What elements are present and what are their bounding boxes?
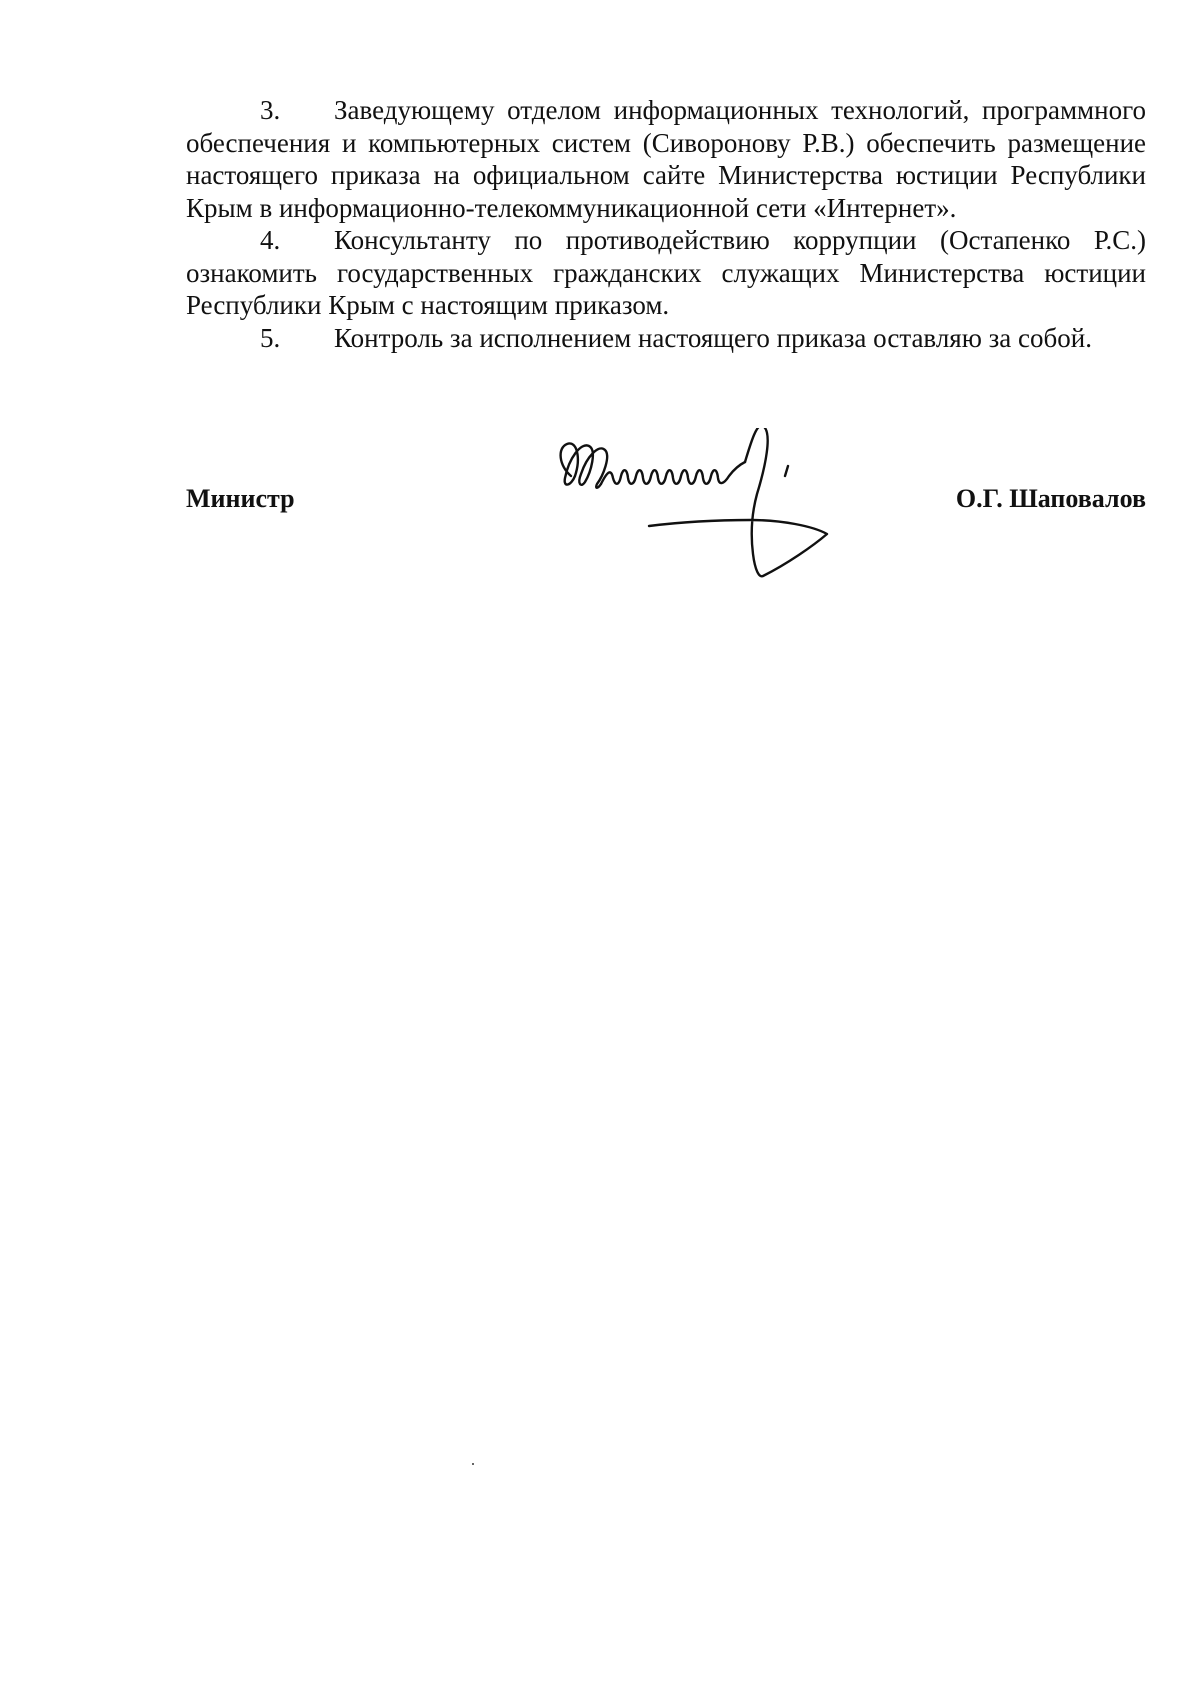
signature-block: [186, 428, 1146, 608]
paragraph-number: 5.: [260, 322, 281, 353]
paragraph-text: Контроль за исполнением настоящего приказа оставляю за собой.: [334, 322, 1092, 353]
scan-artifact-dot: [472, 1463, 474, 1465]
signer-role: Министр: [186, 484, 295, 513]
signer-name: О.Г. Шаповалов: [955, 484, 1146, 513]
paragraph-4: [186, 224, 1146, 322]
paragraph-number: 3.: [260, 95, 281, 125]
handwritten-signature-icon: [551, 428, 851, 608]
paragraph-text: Консультанту по противодействию коррупции (Остапенко Р.С.) ознакомить государственных гражданских служащих Министерства юстиции Республики Крым с настоящим приказом.: [186, 225, 1146, 320]
paragraph-text: Заведующему отделом информационных технологий, программного обеспечения и компьютерных систем (Сиворонову Р.В.) обеспечить размещение настоящего приказа на официальном сайте Министерства юстиции Республики Крым в информационно-телекоммуникационной сети «Интернет».: [186, 95, 1146, 223]
paragraph-number: 4.: [260, 225, 281, 255]
paragraph-5: [186, 322, 1146, 355]
paragraph-3: [186, 94, 1146, 224]
document-body: [186, 94, 1146, 354]
